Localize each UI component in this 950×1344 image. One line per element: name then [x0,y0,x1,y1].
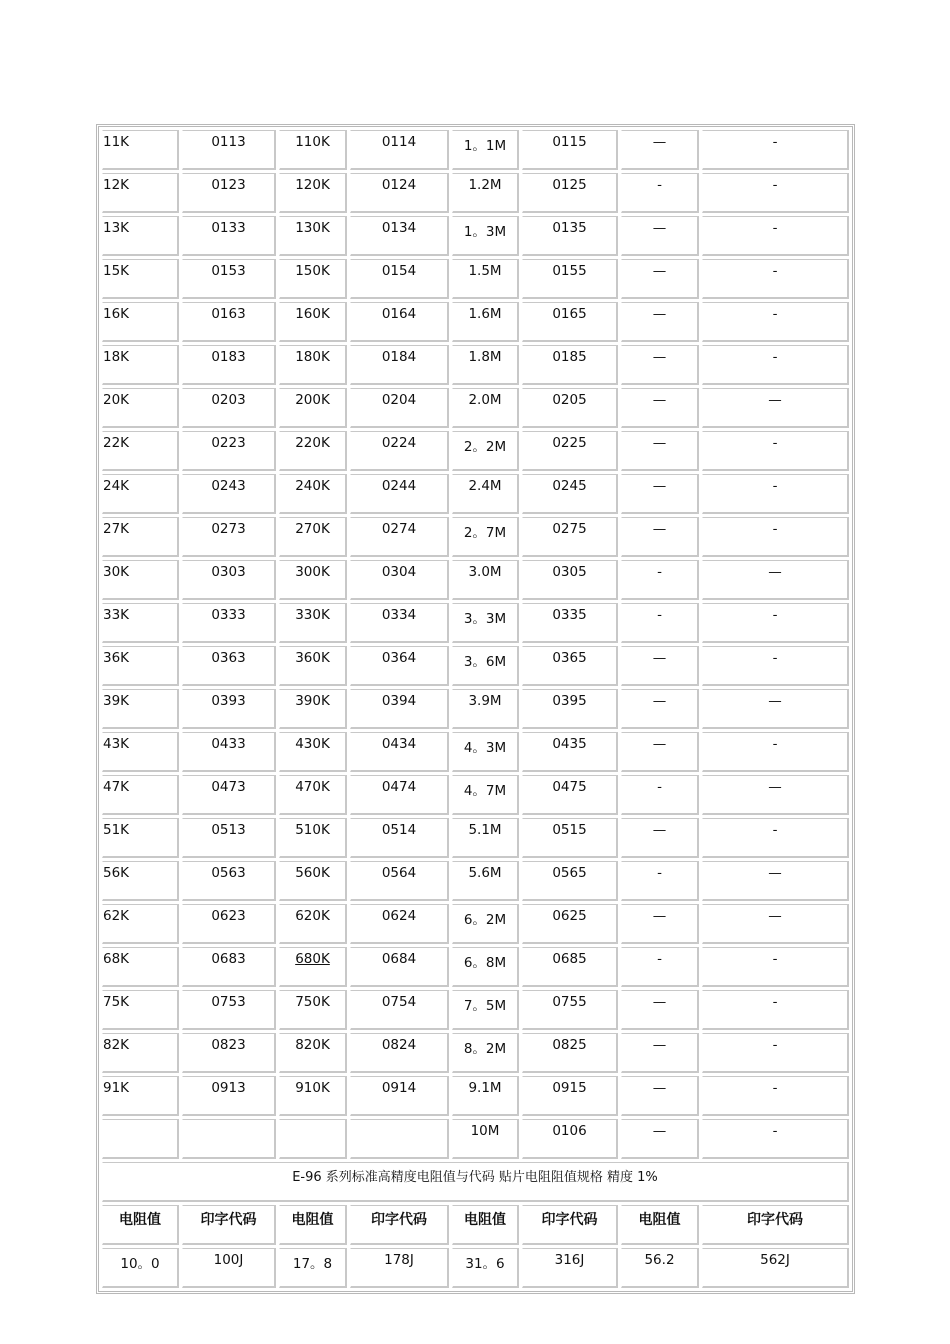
table-cell: 0275 [522,517,618,557]
table-cell: 33K [102,603,179,643]
table-row [102,990,849,1030]
table-cell: - [702,947,849,987]
table-cell: — [621,990,699,1030]
table-cell: 200K [279,388,347,428]
table-cell: 1.2M [452,173,519,213]
table-cell: 10。0 [102,1248,179,1288]
table-cell: 0625 [522,904,618,944]
table-cell: 0623 [182,904,276,944]
table-cell: 16K [102,302,179,342]
table-cell: 0155 [522,259,618,299]
table-row [102,517,849,557]
table-cell: — [621,732,699,772]
table-cell: — [621,130,699,170]
table-row [102,560,849,600]
table-row [102,474,849,514]
table-cell: 2.0M [452,388,519,428]
table-row [102,775,849,815]
table-cell: 30K [102,560,179,600]
table-cell: 0204 [350,388,449,428]
table-cell: — [621,689,699,729]
table-cell: 0755 [522,990,618,1030]
header-cell: 电阻值 [452,1205,519,1245]
table-cell: — [702,560,849,600]
table-cell: 2.4M [452,474,519,514]
table-cell: 1。1M [452,130,519,170]
header-cell: 印字代码 [702,1205,849,1245]
table-cell: 11K [102,130,179,170]
table-cell [350,1119,449,1159]
table-cell: 0433 [182,732,276,772]
table-row [102,302,849,342]
table-cell: - [621,861,699,901]
table-cell: 39K [102,689,179,729]
table-cell: 0184 [350,345,449,385]
table-cell: 0243 [182,474,276,514]
table-cell: 510K [279,818,347,858]
table-cell: 0334 [350,603,449,643]
table-cell: 0114 [350,130,449,170]
header-cell: 印字代码 [182,1205,276,1245]
table-row [102,689,849,729]
table-cell: 0365 [522,646,618,686]
table-cell: 0564 [350,861,449,901]
table-row [102,904,849,944]
table-cell: — [702,904,849,944]
table-cell: 0273 [182,517,276,557]
table-cell: — [702,388,849,428]
table-cell: - [702,818,849,858]
table-cell: 24K [102,474,179,514]
table-cell: 1.6M [452,302,519,342]
table-cell: 0825 [522,1033,618,1073]
table-cell: - [621,173,699,213]
table-cell: - [702,302,849,342]
table-cell: 316J [522,1248,618,1288]
table-cell: 180K [279,345,347,385]
table-cell: 0183 [182,345,276,385]
table-cell: 0134 [350,216,449,256]
table-cell: 0124 [350,173,449,213]
table-cell: 0515 [522,818,618,858]
table-cell: 9.1M [452,1076,519,1116]
table-cell: 0363 [182,646,276,686]
table-row [102,1076,849,1116]
table-cell: 0563 [182,861,276,901]
table-cell: 120K [279,173,347,213]
table-cell: 0135 [522,216,618,256]
table-cell: — [621,517,699,557]
table-cell: 20K [102,388,179,428]
table-cell: — [621,1076,699,1116]
table-cell: 6。2M [452,904,519,944]
table-cell: 0274 [350,517,449,557]
table-cell: 82K [102,1033,179,1073]
table-cell: - [702,646,849,686]
table-cell [182,1119,276,1159]
table-cell: 0514 [350,818,449,858]
header-cell: 电阻值 [102,1205,179,1245]
table-cell: 0473 [182,775,276,815]
table-row [102,388,849,428]
table-row [102,732,849,772]
table-cell: — [702,861,849,901]
table-cell: — [621,646,699,686]
table-cell: - [702,1033,849,1073]
table-cell: 110K [279,130,347,170]
table-cell: 0395 [522,689,618,729]
table-cell: 390K [279,689,347,729]
table-cell: 3.9M [452,689,519,729]
table-cell: — [621,474,699,514]
table-cell: 0364 [350,646,449,686]
table-cell: 68K [102,947,179,987]
table-cell: — [621,431,699,471]
table-cell: 0185 [522,345,618,385]
table-cell: 0624 [350,904,449,944]
table-row [102,216,849,256]
table-cell: 62K [102,904,179,944]
table-cell: - [702,173,849,213]
table-cell: — [621,904,699,944]
table-cell: 1.8M [452,345,519,385]
table-cell: — [702,689,849,729]
table-cell: - [702,216,849,256]
table-cell: 0225 [522,431,618,471]
table-cell: 15K [102,259,179,299]
table-cell: — [621,1119,699,1159]
table-cell: 0684 [350,947,449,987]
table-cell: 5.6M [452,861,519,901]
table-cell: 3。3M [452,603,519,643]
table-cell: 0205 [522,388,618,428]
table-row [102,646,849,686]
table-cell: 47K [102,775,179,815]
caption-row [102,1162,849,1202]
table-cell: 51K [102,818,179,858]
header-cell: 印字代码 [522,1205,618,1245]
table-cell: 0154 [350,259,449,299]
table-cell: — [621,302,699,342]
table-cell: 6。8M [452,947,519,987]
table-cell: 36K [102,646,179,686]
table-cell: 0224 [350,431,449,471]
table-cell: 4。7M [452,775,519,815]
table-cell: - [621,947,699,987]
table-row [102,173,849,213]
table-cell: 0106 [522,1119,618,1159]
table-cell: - [702,474,849,514]
table-cell: — [702,775,849,815]
table-cell: 820K [279,1033,347,1073]
table-cell: 430K [279,732,347,772]
table-row [102,1033,849,1073]
table-cell: 3。6M [452,646,519,686]
table-row [102,947,849,987]
table-cell: 0823 [182,1033,276,1073]
table-cell: 22K [102,431,179,471]
table-cell: 0434 [350,732,449,772]
table-cell: - [702,732,849,772]
table-cell: — [621,259,699,299]
table-cell: 0164 [350,302,449,342]
table-cell: 0435 [522,732,618,772]
table-cell: - [702,130,849,170]
table-cell: 17。8 [279,1248,347,1288]
table-cell: 8。2M [452,1033,519,1073]
table-cell: — [621,345,699,385]
table-cell: 1。3M [452,216,519,256]
table-cell: 0113 [182,130,276,170]
table-cell: 31。6 [452,1248,519,1288]
header-cell: 电阻值 [279,1205,347,1245]
table-row [102,259,849,299]
table-cell: 0913 [182,1076,276,1116]
table-cell: - [702,259,849,299]
table-cell: 0914 [350,1076,449,1116]
table-cell: - [702,431,849,471]
table-cell: 0245 [522,474,618,514]
table-cell: 0153 [182,259,276,299]
table-cell: 5.1M [452,818,519,858]
table-cell: - [621,775,699,815]
table-cell: - [702,1076,849,1116]
table-cell: 56.2 [621,1248,699,1288]
table-cell: 27K [102,517,179,557]
table-cell: 562J [702,1248,849,1288]
table-cell: 360K [279,646,347,686]
table-cell: 0133 [182,216,276,256]
table-cell: 0393 [182,689,276,729]
table-cell: 0305 [522,560,618,600]
table-cell: 0125 [522,173,618,213]
table-cell: — [621,1033,699,1073]
table-row [102,603,849,643]
table-cell: 0304 [350,560,449,600]
table-cell: 0754 [350,990,449,1030]
table-row [102,861,849,901]
table-cell: 0165 [522,302,618,342]
table-cell: 0333 [182,603,276,643]
table-cell: 0244 [350,474,449,514]
header-row [102,1205,849,1245]
table-cell: 0203 [182,388,276,428]
table-cell: 0565 [522,861,618,901]
table-cell: 0513 [182,818,276,858]
table-cell [279,1119,347,1159]
table-cell: 0163 [182,302,276,342]
table-cell: 680K [279,947,347,987]
table-cell: 330K [279,603,347,643]
table-row [102,130,849,170]
table-cell: 12K [102,173,179,213]
table-body [102,130,849,1159]
table-cell: 0223 [182,431,276,471]
table-cell: 3.0M [452,560,519,600]
table-cell: 0915 [522,1076,618,1116]
table-caption: E-96 系列标准高精度电阻值与代码 贴片电阻阻值规格 精度 1% [102,1162,849,1202]
table-cell: 220K [279,431,347,471]
table-row [102,1119,849,1159]
table-cell: 2。7M [452,517,519,557]
table-cell: 178J [350,1248,449,1288]
table-cell: 0753 [182,990,276,1030]
table-cell: 0474 [350,775,449,815]
table-cell: - [702,345,849,385]
table-cell: - [621,603,699,643]
table-cell: — [621,216,699,256]
header-cell: 印字代码 [350,1205,449,1245]
table-cell: 0824 [350,1033,449,1073]
table-cell: 560K [279,861,347,901]
table-cell: 0303 [182,560,276,600]
table-cell: 0683 [182,947,276,987]
table-row [102,345,849,385]
table-cell: - [621,560,699,600]
resistor-code-table [96,124,855,1294]
table-row [102,431,849,471]
table-cell: 56K [102,861,179,901]
table-cell: 470K [279,775,347,815]
table-cell: 43K [102,732,179,772]
table-cell: 7。5M [452,990,519,1030]
table-cell: 0475 [522,775,618,815]
table-cell: 150K [279,259,347,299]
table-cell: 18K [102,345,179,385]
table-cell: 10M [452,1119,519,1159]
table-cell: 75K [102,990,179,1030]
table-cell: — [621,818,699,858]
table-cell: 750K [279,990,347,1030]
table-row [102,1248,849,1288]
table-cell: 13K [102,216,179,256]
table-cell: — [621,388,699,428]
table-cell: 91K [102,1076,179,1116]
table-cell: 130K [279,216,347,256]
table-cell: 240K [279,474,347,514]
table-cell: 270K [279,517,347,557]
table-cell: - [702,1119,849,1159]
header-cell: 电阻值 [621,1205,699,1245]
table-cell: 160K [279,302,347,342]
table-cell: 100J [182,1248,276,1288]
table-cell: - [702,603,849,643]
table-cell: 2。2M [452,431,519,471]
table-cell: - [702,517,849,557]
table-cell [102,1119,179,1159]
table-cell: 0115 [522,130,618,170]
table-cell: 4。3M [452,732,519,772]
table-cell: 620K [279,904,347,944]
table-cell: 0123 [182,173,276,213]
table-cell: - [702,990,849,1030]
table-cell: 1.5M [452,259,519,299]
table-row [102,818,849,858]
table-cell: 0335 [522,603,618,643]
table-cell: 0685 [522,947,618,987]
table-cell: 0394 [350,689,449,729]
table-cell: 910K [279,1076,347,1116]
table-cell: 300K [279,560,347,600]
